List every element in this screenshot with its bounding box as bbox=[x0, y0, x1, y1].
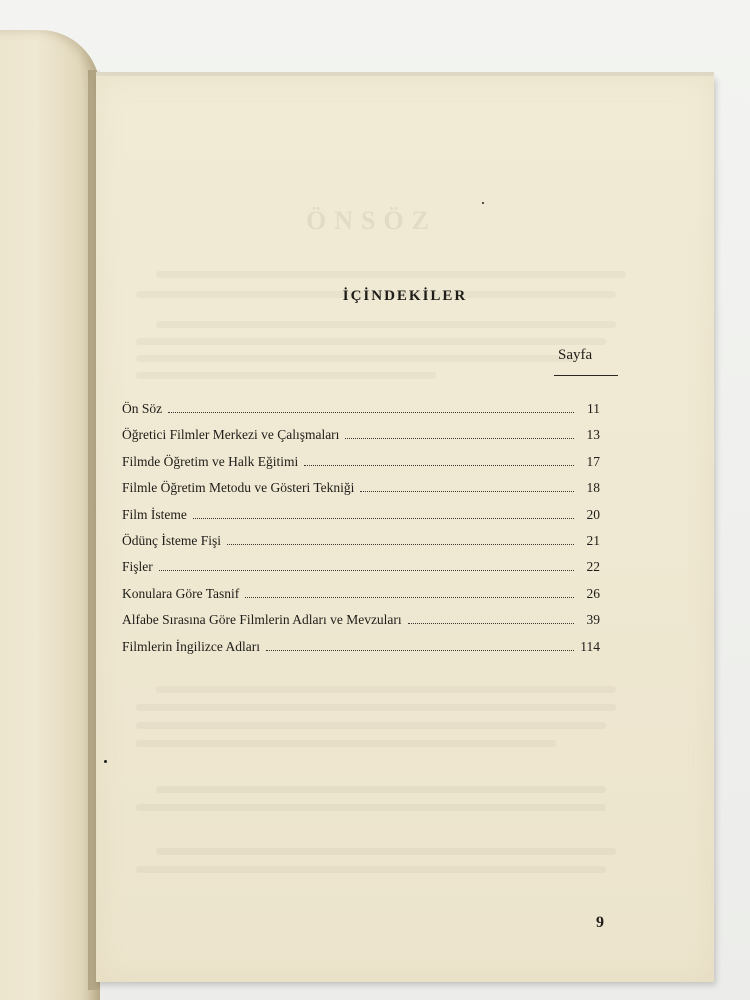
toc-entry bbox=[122, 612, 600, 638]
toc-entry-label: Konulara Göre Tasnif bbox=[122, 585, 240, 601]
page-column-header: Sayfa bbox=[558, 347, 593, 363]
toc-entry-page: 20 bbox=[586, 506, 600, 522]
dot-leader bbox=[168, 412, 574, 413]
dot-leader bbox=[193, 518, 574, 519]
toc-list bbox=[122, 401, 600, 665]
book-page bbox=[96, 76, 714, 982]
toc-entry-page: 11 bbox=[587, 401, 600, 416]
toc-entry-page: 22 bbox=[586, 559, 600, 575]
toc-entry-label: Öğretici Filmler Merkezi ve Çalışmaları bbox=[122, 427, 340, 443]
toc-title: İÇİNDEKİLER bbox=[342, 288, 468, 304]
page-column-rule bbox=[554, 375, 618, 376]
left-page-curl bbox=[0, 30, 100, 1000]
toc-entry-page: 114 bbox=[580, 638, 600, 654]
dot-leader bbox=[227, 544, 574, 545]
dot-leader bbox=[360, 491, 574, 492]
toc-entry bbox=[122, 586, 600, 612]
toc-entry bbox=[122, 559, 600, 585]
toc-entry-label: Fişler bbox=[122, 559, 153, 575]
toc-entry bbox=[122, 639, 600, 665]
show-through-heading: ÖNSÖZ bbox=[306, 206, 438, 235]
toc-entry-label: Ön Söz bbox=[122, 401, 163, 416]
toc-entry bbox=[122, 533, 600, 559]
dot-leader bbox=[408, 623, 574, 624]
toc-entry bbox=[122, 454, 600, 480]
dot-leader bbox=[304, 465, 574, 466]
toc-entry-label: Filmlerin İngilizce Adları bbox=[122, 638, 260, 654]
toc-entry-label: Filmle Öğretim Metodu ve Gösteri Tekniği bbox=[122, 480, 355, 496]
toc-entry-label: Ödünç İsteme Fişi bbox=[122, 532, 221, 548]
dot-leader bbox=[245, 597, 574, 598]
toc-entry bbox=[122, 480, 600, 506]
toc-entry-page: 13 bbox=[586, 427, 600, 443]
dot-leader bbox=[266, 650, 574, 651]
toc-entry bbox=[122, 427, 600, 453]
toc-entry bbox=[122, 401, 600, 427]
toc-entry-page: 17 bbox=[586, 453, 600, 469]
toc-entry-label: Alfabe Sırasına Göre Filmlerin Adları ve Mevzuları bbox=[122, 612, 402, 628]
page-number: 9 bbox=[596, 914, 604, 931]
toc-entry bbox=[122, 507, 600, 533]
toc-entry-page: 26 bbox=[586, 585, 600, 601]
toc-entry-page: 21 bbox=[586, 532, 600, 548]
dot-leader bbox=[345, 438, 574, 439]
toc-entry-label: Film İsteme bbox=[122, 506, 187, 522]
ink-speck bbox=[482, 202, 484, 204]
toc-entry-label: Filmde Öğretim ve Halk Eğitimi bbox=[122, 453, 299, 469]
toc-entry-page: 39 bbox=[586, 612, 600, 628]
toc-entry-page: 18 bbox=[586, 480, 600, 496]
dot-leader bbox=[159, 570, 574, 571]
ink-speck bbox=[104, 760, 107, 763]
